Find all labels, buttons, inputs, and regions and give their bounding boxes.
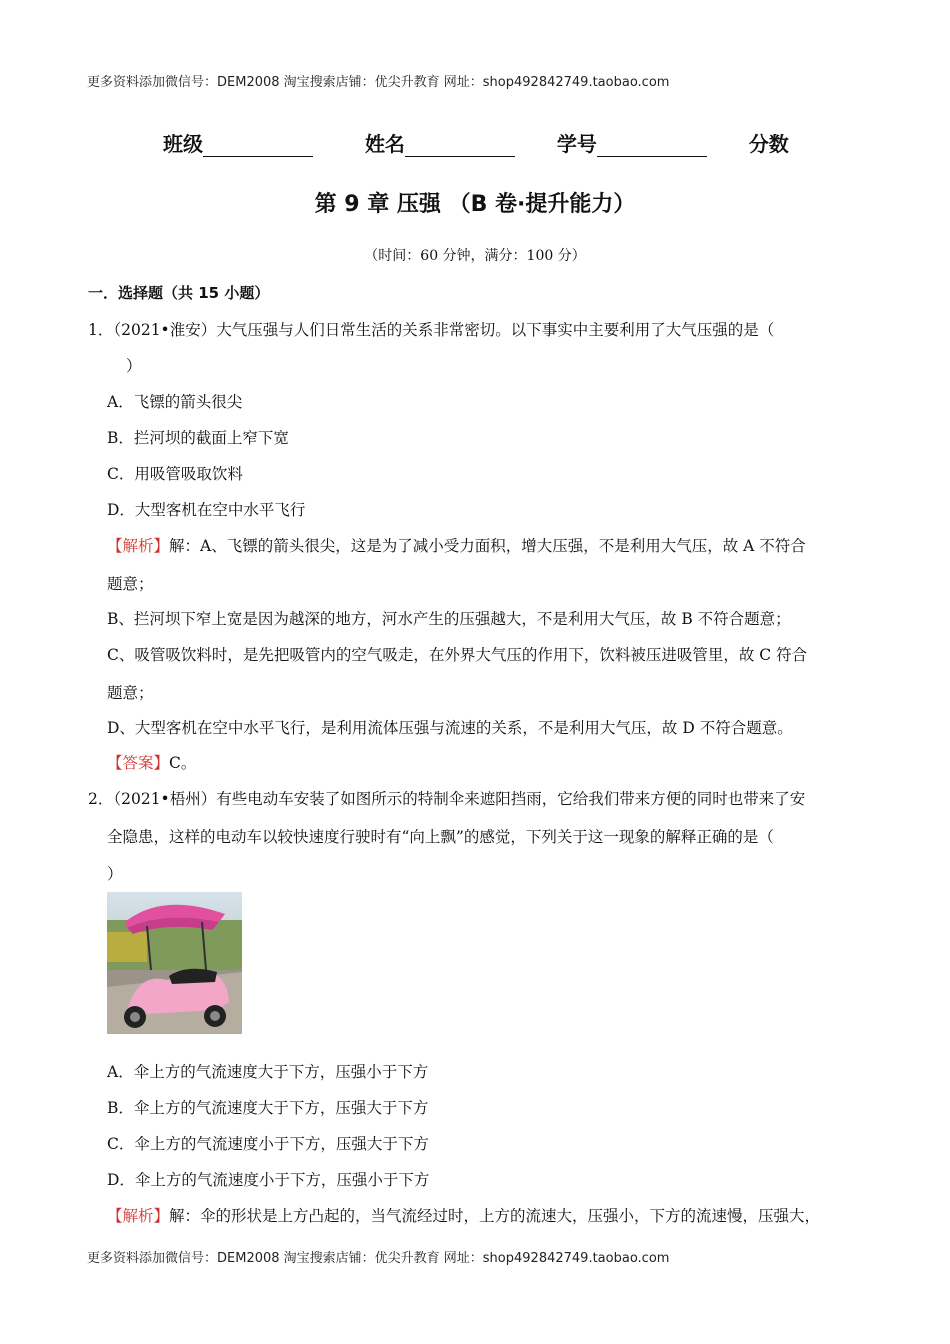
student-info-row: [163, 128, 789, 157]
answer-tag: 【答案】: [107, 754, 170, 772]
page-title: 第 9 章 压强 （B 卷·提升能力）: [314, 192, 636, 217]
q1-analysis-line3: B、拦河坝下窄上宽是因为越深的地方，河水产生的压强越大，不是利用大气压，故 B 不符合题意；: [107, 610, 791, 628]
class-blank: [203, 136, 313, 157]
student-id-blank: [597, 136, 707, 157]
scooter-umbrella-photo: [107, 892, 242, 1034]
q1-option-d: D．大型客机在空中水平飞行: [107, 501, 306, 519]
q2-option-d: D．伞上方的气流速度小于下方，压强小于下方: [107, 1171, 430, 1189]
q1-analysis-line4: C、吸管吸饮料时，是先把吸管内的空气吸走，在外界大气压的作用下，饮料被压进吸管里，故 C 符合: [107, 646, 808, 664]
class-label: 班级: [163, 132, 203, 156]
section-heading: 一．选择题（共 15 小题）: [88, 284, 270, 302]
q2-stem-line1: 2．（2021•梧州）有些电动车安装了如图所示的特制伞来遮阳挡雨，它给我们带来方便的同时也带来了安: [88, 790, 806, 808]
score-label: 分数: [748, 132, 789, 156]
page-header-note: 更多资料添加微信号：DEM2008 淘宝搜索店铺：优尖升教育 网址：shop492842749.taobao.com: [87, 75, 670, 90]
q1-analysis-line1: 【解析】解：A、飞镖的箭头很尖，这是为了减小受力面积，增大压强，不是利用大气压，故 A 不符合: [107, 537, 806, 555]
student-id-label: 学号: [556, 132, 597, 156]
analysis-tag: 【解析】: [107, 1207, 170, 1225]
name-label: 姓名: [364, 132, 405, 156]
q1-option-a: A．飞镖的箭头很尖: [107, 393, 243, 411]
q1-analysis-line5: 题意；: [107, 684, 154, 702]
q1-stem-line1: 1．（2021•淮安）大气压强与人们日常生活的关系非常密切。以下事实中主要利用了大气压强的是（: [88, 321, 775, 339]
q1-analysis-line6: D、大型客机在空中水平飞行，是利用流体压强与流速的关系，不是利用大气压，故 D 不符合题意。: [107, 719, 793, 737]
q1-stem-line2: ）: [126, 357, 142, 375]
page-footer-note: 更多资料添加微信号：DEM2008 淘宝搜索店铺：优尖升教育 网址：shop492842749.taobao.com: [87, 1251, 670, 1266]
q2-stem-line2: 全隐患，这样的电动车以较快速度行驶时有“向上飘”的感觉，下列关于这一现象的解释正确的是（: [107, 828, 774, 846]
q1-option-c: C．用吸管吸取饮料: [107, 465, 243, 483]
q1-option-b: B．拦河坝的截面上窄下宽: [107, 429, 289, 447]
analysis-tag: 【解析】: [107, 537, 170, 555]
name-blank: [405, 136, 515, 157]
q2-option-b: B．伞上方的气流速度大于下方，压强大于下方: [107, 1099, 429, 1117]
q2-stem-line3: ）: [107, 865, 123, 883]
page-subtitle: （时间：60 分钟，满分：100 分）: [364, 248, 586, 264]
q1-analysis-line2: 题意；: [107, 575, 154, 593]
q2-option-a: A．伞上方的气流速度大于下方，压强小于下方: [107, 1063, 429, 1081]
q2-option-c: C．伞上方的气流速度小于下方，压强大于下方: [107, 1135, 429, 1153]
q1-answer: 【答案】C。: [107, 754, 197, 772]
q2-analysis-line1: 【解析】解：伞的形状是上方凸起的，当气流经过时，上方的流速大，压强小，下方的流速慢，压强大，: [107, 1207, 821, 1225]
